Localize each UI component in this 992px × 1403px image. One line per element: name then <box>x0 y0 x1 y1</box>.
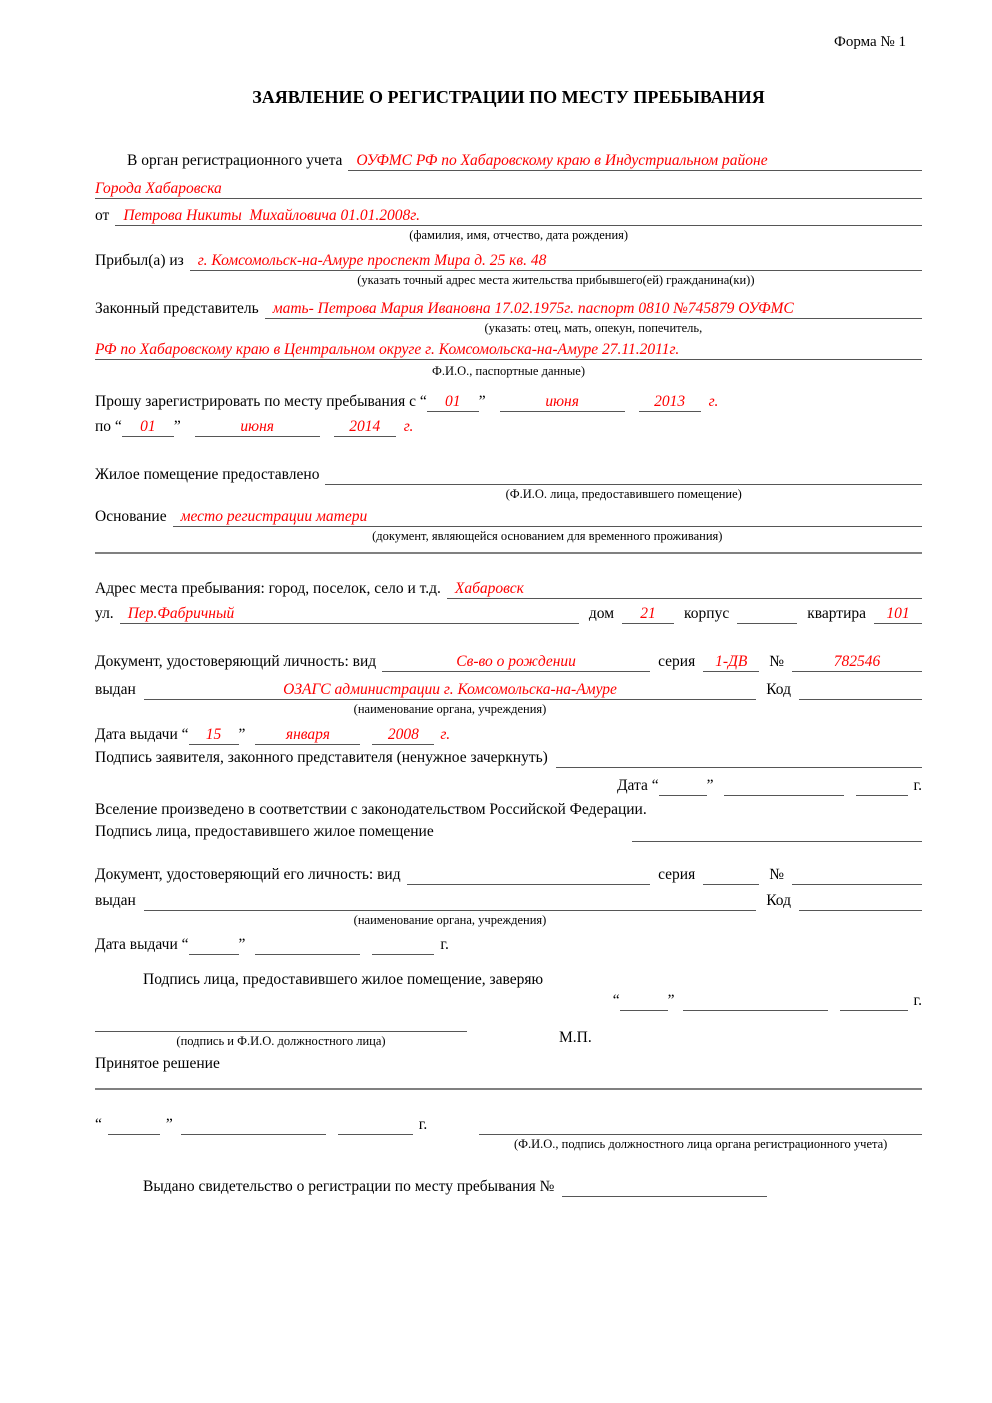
legal-rep-label: Законный представитель <box>95 300 259 317</box>
recipient-row-2 <box>95 178 922 199</box>
decision-official-group <box>479 1114 922 1154</box>
recipient-authority-field-line2 <box>95 178 922 199</box>
year-suffix: г. <box>708 393 719 410</box>
period-from-year: 2013 <box>654 393 686 410</box>
period-to-label: по “ <box>95 418 122 435</box>
date-day-field <box>659 775 707 796</box>
period-to-day: 01 <box>140 418 156 435</box>
year-suffix: г. <box>913 777 922 794</box>
provider-doc-label: Документ, удостоверяющий его личность: вид <box>95 866 401 883</box>
provider-doc-issue-date-row <box>95 934 922 955</box>
basis-value: место регистрации матери <box>180 508 368 525</box>
period-to-month-field <box>195 416 320 437</box>
provider-signature-row <box>95 821 922 842</box>
street-label: ул. <box>95 605 114 622</box>
legal-rep-row <box>95 298 922 338</box>
id-issue-year: 2008 <box>387 726 419 743</box>
id-issue-year-field <box>372 724 434 745</box>
provider-doc-type-field <box>407 864 650 885</box>
applicant-name-value: Петрова Никиты Михайловича 01.01.2008г. <box>123 207 421 224</box>
house-field <box>622 603 674 624</box>
period-from-day-field <box>427 391 479 412</box>
basis-field <box>173 506 922 527</box>
legal-rep-field-group <box>265 298 922 338</box>
provider-issue-year-field <box>372 934 434 955</box>
id-issue-day-field <box>189 724 239 745</box>
id-doc-series-field <box>703 651 759 672</box>
provider-doc-issued-row <box>95 890 922 930</box>
id-doc-row <box>95 651 922 672</box>
number-label: № <box>769 653 784 670</box>
official-signature-caption: (подпись и Ф.И.О. должностного лица) <box>176 1034 386 1048</box>
basis-caption: (документ, являющейся основанием для временного проживания) <box>372 529 723 543</box>
certify-year-field <box>840 990 908 1011</box>
page-title: ЗАЯВЛЕНИЕ О РЕГИСТРАЦИИ ПО МЕСТУ ПРЕБЫВАНИЯ <box>252 87 765 107</box>
close-quote: ” <box>173 418 181 435</box>
close-quote: ” <box>667 992 675 1009</box>
housing-row <box>95 464 922 504</box>
stamp-mark: М.П. <box>559 1029 592 1046</box>
arrived-from-field <box>190 250 922 271</box>
id-doc-code-field <box>799 679 922 700</box>
provider-doc-series-field <box>703 864 759 885</box>
date-month-field <box>724 775 844 796</box>
applicant-signature-label: Подпись заявителя, законного представителя (ненужное зачеркнуть) <box>95 749 548 766</box>
arrived-from-label: Прибыл(а) из <box>95 252 184 269</box>
date-row <box>95 775 922 796</box>
series-label: серия <box>658 866 696 883</box>
period-to-year: 2014 <box>349 418 381 435</box>
decision-day-field <box>108 1114 160 1135</box>
legal-rep-value: мать- Петрова Мария Ивановна 17.02.1975г. паспорт 0810 №745879 ОУФМС <box>272 300 794 317</box>
org-caption: (наименование органа, учреждения) <box>353 913 547 927</box>
applicant-signature-field <box>556 747 922 768</box>
period-to-month: июня <box>240 418 274 435</box>
id-issue-month: января <box>285 726 330 743</box>
recipient-authority-value: ОУФМС РФ по Хабаровскому краю в Индустриальном районе <box>356 152 768 169</box>
basis-field-group <box>173 506 922 546</box>
id-doc-issued-field <box>144 679 756 700</box>
decision-date-row <box>95 1114 922 1154</box>
issue-date-label: Дата выдачи “ <box>95 726 189 743</box>
legal-rep-field <box>265 298 922 319</box>
decision-year-field <box>338 1114 413 1135</box>
arrived-from-field-group <box>190 250 922 290</box>
section-divider <box>95 552 922 554</box>
close-quote: ” <box>478 393 486 410</box>
arrived-from-value: г. Комсомольск-на-Амуре проспект Мира д. 25 кв. 48 <box>197 252 547 269</box>
basis-label: Основание <box>95 508 167 525</box>
id-doc-type-field <box>382 651 650 672</box>
recipient-authority-value-2: Города Хабаровска <box>95 180 222 197</box>
number-label: № <box>769 866 784 883</box>
applicant-field-group <box>115 205 922 245</box>
official-signature-field <box>95 1011 467 1032</box>
decision-official-field <box>479 1114 922 1135</box>
issued-label: выдан <box>95 892 136 909</box>
apartment-field <box>874 603 922 624</box>
id-doc-issued-value: ОЗАГС администрации г. Комсомольска-на-Амуре <box>283 681 617 698</box>
period-from-label: Прошу зарегистрировать по месту пребывания с “ <box>95 393 427 410</box>
period-from-row <box>95 391 922 412</box>
housing-label: Жилое помещение предоставлено <box>95 466 320 483</box>
id-doc-issue-date-row <box>95 724 922 745</box>
address-label: Адрес места пребывания: город, поселок, село и т.д. <box>95 580 441 597</box>
period-to-year-field <box>334 416 396 437</box>
year-suffix: г. <box>418 1116 428 1133</box>
house-label: дом <box>588 605 615 622</box>
year-suffix: г. <box>440 936 449 953</box>
move-in-statement-row <box>95 799 922 820</box>
id-issue-month-field <box>255 724 360 745</box>
close-quote: ” <box>238 936 246 953</box>
housing-caption: (Ф.И.О. лица, предоставившего помещение) <box>505 487 742 501</box>
recipient-row <box>95 150 922 171</box>
address-city-value: Хабаровск <box>454 580 524 597</box>
id-issue-day: 15 <box>205 726 222 743</box>
recipient-label: В орган регистрационного учета <box>127 152 343 169</box>
decision-row <box>95 1053 922 1074</box>
certify-label: Подпись лица, предоставившего жилое помещение, заверяю <box>143 971 544 988</box>
legal-rep-caption-2: Ф.И.О., паспортные данные) <box>432 364 585 378</box>
provider-doc-number-field <box>792 864 922 885</box>
org-caption: (наименование органа, учреждения) <box>353 702 547 716</box>
code-label: Код <box>766 681 791 698</box>
provider-issue-day-field <box>189 934 239 955</box>
year-suffix: г. <box>440 726 451 743</box>
provider-doc-code-field <box>799 890 922 911</box>
applicant-row <box>95 205 922 245</box>
applicant-name-field <box>115 205 922 226</box>
id-doc-label: Документ, удостоверяющий личность: вид <box>95 653 377 670</box>
close-quote: ” <box>238 726 246 743</box>
street-value: Пер.Фабричный <box>127 605 235 622</box>
house-value: 21 <box>640 605 656 622</box>
arrived-from-caption: (указать точный адрес места жительства прибывшего(ей) гражданина(ки)) <box>357 273 755 287</box>
applicant-caption: (фамилия, имя, отчество, дата рождения) <box>409 228 629 242</box>
housing-field-group <box>325 464 922 504</box>
period-from-month-field <box>500 391 625 412</box>
decision-official-caption: (Ф.И.О., подпись должностного лица органа регистрационного учета) <box>513 1137 888 1151</box>
period-to-row <box>95 416 922 437</box>
legal-rep-caption-1: (указать: отец, мать, опекун, попечитель, <box>484 321 703 335</box>
provider-doc-issued-group <box>144 890 756 930</box>
legal-rep-row-2 <box>95 339 922 360</box>
recipient-authority-field <box>348 150 922 171</box>
provider-doc-row <box>95 864 922 885</box>
legal-rep-value-2: РФ по Хабаровскому краю в Центральном округе г. Комсомольска-на-Амуре 27.11.2011г. <box>95 341 680 358</box>
period-to-day-field <box>122 416 174 437</box>
address-city-field <box>447 578 922 599</box>
series-label: серия <box>658 653 696 670</box>
provider-signature-label: Подпись лица, предоставившего жилое помещение <box>95 823 434 840</box>
certify-date-row <box>95 990 922 1011</box>
provider-issue-month-field <box>255 934 360 955</box>
period-from-year-field <box>639 391 701 412</box>
official-signature-row <box>95 1011 922 1051</box>
close-quote: ” <box>706 777 714 794</box>
address-street-row <box>95 603 922 624</box>
apartment-value: 101 <box>886 605 910 622</box>
close-quote: ” <box>165 1116 173 1133</box>
open-quote: “ <box>95 1116 102 1133</box>
building-label: корпус <box>684 605 730 622</box>
applicant-signature-row <box>95 747 922 768</box>
id-doc-number-field <box>792 651 922 672</box>
provider-signature-field <box>632 821 922 842</box>
period-from-day: 01 <box>445 393 461 410</box>
decision-month-field <box>181 1114 326 1135</box>
year-suffix: г. <box>403 418 414 435</box>
legal-rep-field-line2 <box>95 339 922 360</box>
address-city-row <box>95 578 922 599</box>
id-doc-number-value: 782546 <box>833 653 881 670</box>
issued-label: выдан <box>95 681 136 698</box>
certificate-row <box>95 1176 922 1197</box>
issue-date-label: Дата выдачи “ <box>95 936 189 953</box>
date-year-field <box>856 775 908 796</box>
decision-label: Принятое решение <box>95 1055 220 1072</box>
provider-doc-issued-field <box>144 890 756 911</box>
period-from-month: июня <box>545 393 579 410</box>
certify-row <box>95 969 922 990</box>
arrived-from-row <box>95 250 922 290</box>
official-signature-group <box>95 1011 467 1051</box>
housing-provider-field <box>325 464 922 485</box>
id-doc-type-value: Св-во о рождении <box>456 653 576 670</box>
certify-day-field <box>620 990 668 1011</box>
id-doc-issued-row <box>95 679 922 719</box>
certificate-label: Выдано свидетельство о регистрации по месту пребывания № <box>143 1178 555 1195</box>
move-in-statement: Вселение произведено в соответствии с законодательством Российской Федерации. <box>95 801 647 818</box>
code-label: Код <box>766 892 791 909</box>
id-doc-issued-group <box>144 679 756 719</box>
applicant-label: от <box>95 207 110 224</box>
id-doc-series-value: 1-ДВ <box>715 653 748 670</box>
certify-month-field <box>683 990 828 1011</box>
form-number: Форма № 1 <box>834 34 906 50</box>
date-label: Дата “ <box>616 777 659 794</box>
open-quote: “ <box>612 992 620 1009</box>
apartment-label: квартира <box>807 605 866 622</box>
basis-row <box>95 506 922 546</box>
decision-divider <box>95 1088 922 1090</box>
certificate-number-field <box>562 1176 767 1197</box>
building-field <box>737 603 797 624</box>
year-suffix: г. <box>913 992 922 1009</box>
street-field <box>120 603 579 624</box>
